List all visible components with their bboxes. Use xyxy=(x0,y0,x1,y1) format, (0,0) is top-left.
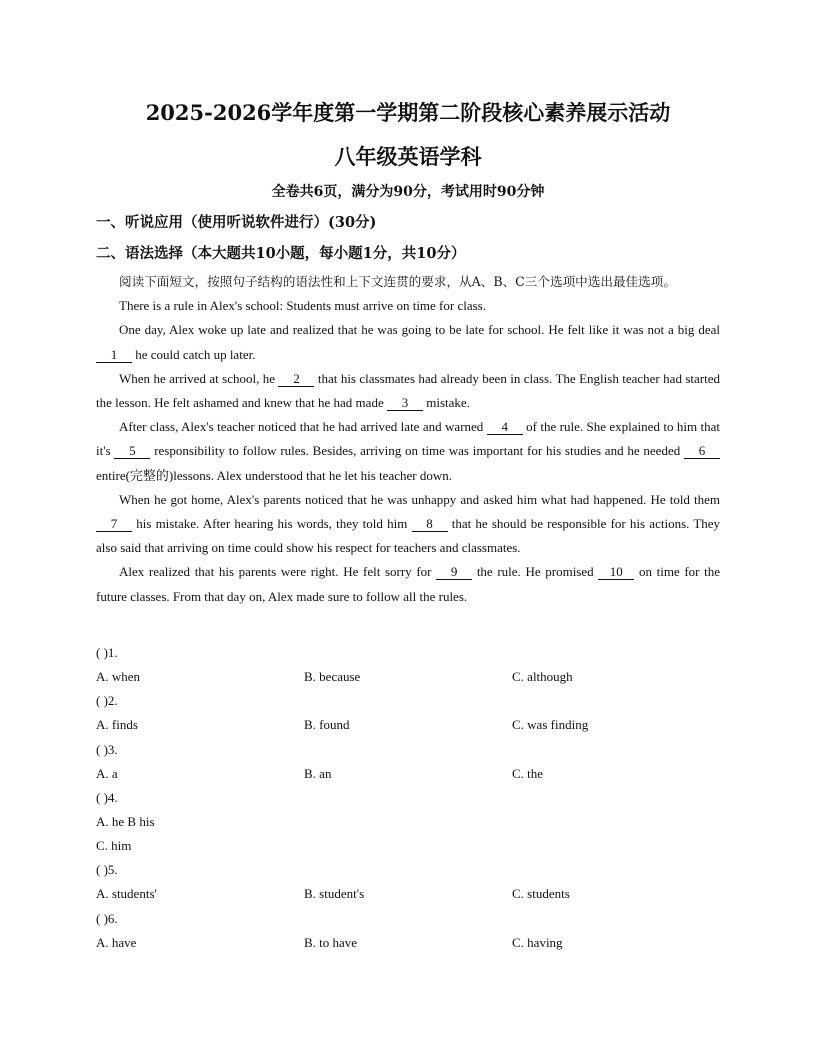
paragraph-text: After class, Alex's teacher noticed that he had arrived late and warned xyxy=(119,419,484,435)
option-c[interactable]: C. was finding xyxy=(512,717,589,732)
blank-4: 4 xyxy=(487,419,523,435)
question-options xyxy=(96,814,736,834)
passage xyxy=(96,270,720,609)
paragraph-text: that he should be responsible for his actions. They also said that arriving on time could show his respect for teachers and classmates. xyxy=(96,516,721,556)
option-a[interactable]: A. he B his xyxy=(96,814,155,829)
option-c[interactable]: C. although xyxy=(512,669,573,684)
paragraph-text: mistake. xyxy=(426,395,470,411)
question-number-label: ( )6. xyxy=(96,911,118,926)
paragraph-3 xyxy=(96,367,720,415)
blank-3: 3 xyxy=(387,395,423,411)
question-number xyxy=(96,693,736,713)
question-number-label: ( )2. xyxy=(96,693,118,708)
paragraph-text: When he got home, Alex's parents noticed that he was unhappy and asked him what had happened. He told them xyxy=(119,491,720,507)
question-number xyxy=(96,742,736,762)
paragraph-text: There is a rule in Alex's school: Students must arrive on time for class. xyxy=(119,298,486,314)
option-c[interactable]: C. the xyxy=(512,766,544,781)
section-one-heading: 一、听说应用（使用听说软件进行）(30分) xyxy=(96,214,377,231)
question-number-label: ( )1. xyxy=(96,645,118,660)
question-options xyxy=(96,766,736,786)
blank-8: 8 xyxy=(412,516,448,532)
option-a[interactable]: A. a xyxy=(96,766,118,781)
option-a[interactable]: A. finds xyxy=(96,717,138,732)
paragraph-text: Alex realized that his parents were right. He felt sorry for xyxy=(119,564,432,580)
option-c[interactable]: C. having xyxy=(512,935,563,950)
paragraph-4 xyxy=(96,415,720,488)
question-number-label: ( )4. xyxy=(96,790,118,805)
question-options xyxy=(96,838,736,858)
option-b[interactable]: B. an xyxy=(304,766,332,781)
paragraph-1 xyxy=(96,294,720,318)
question-number xyxy=(96,645,736,665)
blank-7: 7 xyxy=(96,516,132,532)
option-a[interactable]: A. students' xyxy=(96,886,157,901)
blank-1: 1 xyxy=(96,347,132,363)
paragraph-2 xyxy=(96,318,720,366)
paragraph-text: his mistake. After hearing his words, they told him xyxy=(136,516,408,532)
paragraph-text: One day, Alex woke up late and realized that he was going to be late for school. He felt like it was not a big deal xyxy=(119,322,720,338)
blank-2: 2 xyxy=(278,371,314,387)
blank-10: 10 xyxy=(598,564,634,580)
question-number xyxy=(96,911,736,931)
question-options xyxy=(96,935,736,955)
option-b[interactable]: B. to have xyxy=(304,935,358,950)
section-two-heading: 二、语法选择（本大题共10小题，每小题1分，共10分） xyxy=(96,245,466,262)
paragraph-text: of the rule. She explained to him that it's xyxy=(96,419,720,459)
option-a[interactable]: A. when xyxy=(96,669,141,684)
question-number xyxy=(96,862,736,882)
question-number-label: ( )3. xyxy=(96,742,118,757)
blank-9: 9 xyxy=(436,564,472,580)
option-c[interactable]: C. him xyxy=(96,838,132,853)
option-b[interactable]: B. because xyxy=(304,669,361,684)
question-options xyxy=(96,669,736,689)
paragraph-text: When he arrived at school, he xyxy=(119,370,276,386)
question-number-label: ( )5. xyxy=(96,862,118,877)
option-c[interactable]: C. students xyxy=(512,886,570,901)
paragraph-5 xyxy=(96,488,720,561)
instruction: 阅读下面短文，按照句子结构的语法性和上下文连贯的要求，从A、B、C三个选项中选出最佳选项。 xyxy=(119,274,676,289)
question-options xyxy=(96,886,736,906)
option-a[interactable]: A. have xyxy=(96,935,137,950)
option-b[interactable]: B. student's xyxy=(304,886,365,901)
exam-title: 2025-2026学年度第一学期第二阶段核心素养展示活动 xyxy=(145,100,671,125)
paragraph-text: responsibility to follow rules. Besides, arriving on time was important for his studies and he needed xyxy=(154,443,681,459)
blank-5: 5 xyxy=(114,443,150,459)
question-options xyxy=(96,717,736,737)
paragraph-text: the rule. He promised xyxy=(476,564,594,580)
paragraph-text: entire(完整的)lessons. Alex understood that he let his teacher down. xyxy=(96,467,452,483)
exam-subtitle: 八年级英语学科 xyxy=(334,144,482,169)
option-b[interactable]: B. found xyxy=(304,717,350,732)
exam-note: 全卷共6页，满分为90分，考试用时90分钟 xyxy=(271,184,545,200)
paragraph-text: on time for the future classes. From that day on, Alex made sure to follow all the rules. xyxy=(96,564,721,604)
question-number xyxy=(96,790,736,810)
paragraph-text: he could catch up later. xyxy=(135,346,256,362)
paragraph-6 xyxy=(96,560,720,608)
paragraph-text: that his classmates had already been in class. The English teacher had started the lesson. He felt ashamed and knew that he had made xyxy=(96,370,721,411)
blank-6: 6 xyxy=(684,443,720,459)
